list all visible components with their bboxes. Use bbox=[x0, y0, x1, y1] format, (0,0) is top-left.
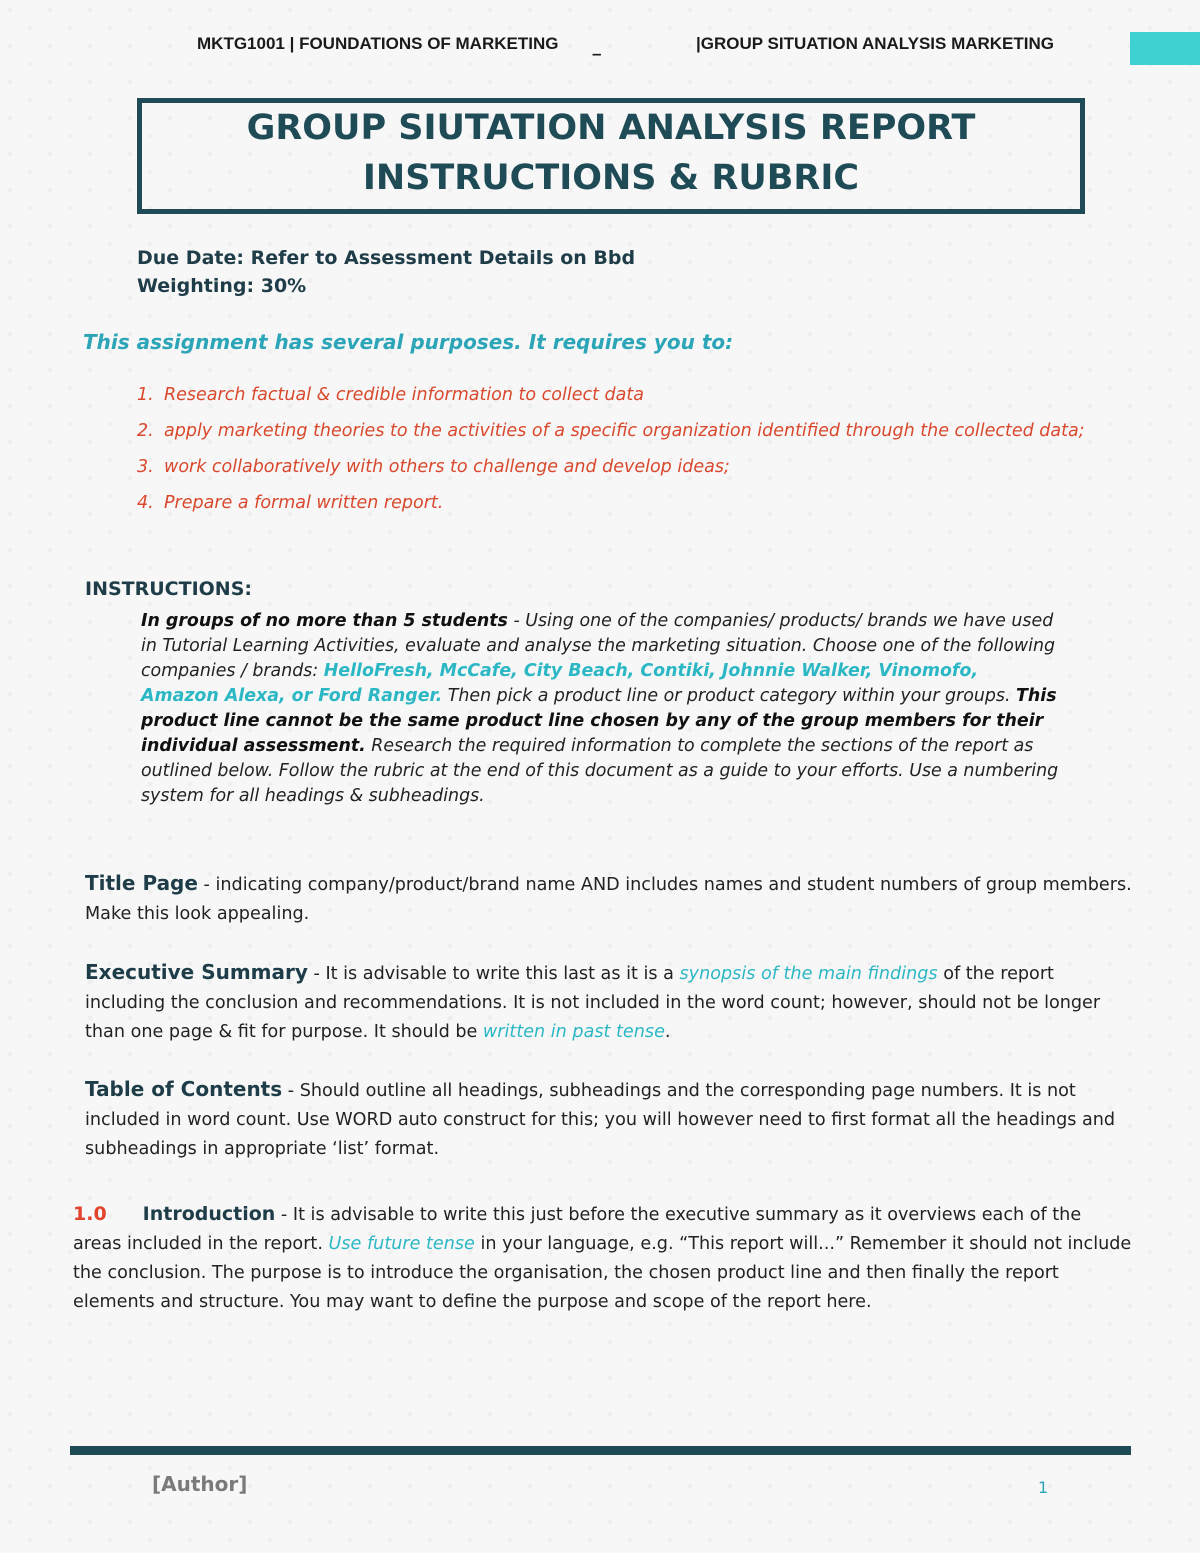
section-heading: Title Page bbox=[85, 871, 198, 895]
header-accent-bar bbox=[1130, 32, 1200, 65]
section-executive-summary: Executive Summary - It is advisable to write this last as it is a synopsis of the main findings of the report including the conclusion and recommendations. It is not included in the word count; however, should not be longer than one page & fit for purpose. It should be written in past tense. bbox=[85, 960, 1101, 1042]
header-course: MKTG1001 | FOUNDATIONS OF MARKETING bbox=[197, 34, 559, 53]
section-heading: Table of Contents bbox=[85, 1077, 283, 1101]
footer-author: [Author] bbox=[152, 1472, 248, 1496]
purpose-heading: This assignment has several purposes. It requires you to: bbox=[83, 330, 734, 354]
page-number: 1 bbox=[1038, 1478, 1049, 1497]
section-heading: Executive Summary bbox=[85, 960, 308, 984]
list-item: 3. work collaboratively with others to challenge and develop ideas; bbox=[137, 457, 730, 477]
instructions-heading: INSTRUCTIONS: bbox=[85, 578, 252, 600]
list-item: 1. Research factual & credible information to collect data bbox=[137, 385, 644, 405]
instructions-body: In groups of no more than 5 students - Using one of the companies/ products/ brands we have used in Tutorial Learning Activities, evaluate and analyse the marketing situation. Choose one of the following companies / brands: HelloFresh, McCafe, City Beach, Contiki, Johnnie Walker, Vinomofo, Amazon Alexa, or Ford Ranger. Then pick a product line or product category within your groups. This product line cannot be the same product line chosen by any of the group members for their individual assessment. Research the required information to complete the sections of the report as outlined below. Follow the rubric at the end of this document as a guide to your efforts. Use a numbering system for all headings & subheadings. bbox=[141, 611, 1059, 806]
weighting: Weighting: 30% bbox=[137, 275, 307, 297]
footer-rule bbox=[70, 1446, 1131, 1455]
section-introduction: 1.0 Introduction - It is advisable to write this just before the executive summary as it overviews each of the areas included in the report. Use future tense in your language, e.g. “This report will...” Remember it should not include the conclusion. The purpose is to introduce the organisation, the chosen product line and then finally the report elements and structure. You may want to define the purpose and scope of the report here. bbox=[73, 1203, 1132, 1312]
header-dash: – bbox=[592, 44, 602, 63]
section-title-page: Title Page - indicating company/product/brand name AND includes names and student numbers of group members. Make this look appealing. bbox=[85, 871, 1132, 924]
assessment-meta bbox=[137, 244, 635, 300]
title-box bbox=[137, 98, 1085, 214]
list-item: 2. apply marketing theories to the activities of a specific organization identified through the collected data; bbox=[137, 421, 1085, 441]
section-number: 1.0 bbox=[73, 1203, 107, 1225]
header-doc-title: |GROUP SITUATION ANALYSIS MARKETING bbox=[696, 34, 1055, 53]
section-table-of-contents: Table of Contents - Should outline all headings, subheadings and the corresponding page numbers. It is not included in word count. Use WORD auto construct for this; you will however need to first format all the headings and subheadings in appropriate ‘list’ format. bbox=[85, 1077, 1116, 1159]
title-line-2: INSTRUCTIONS & RUBRIC bbox=[362, 158, 860, 198]
page-header bbox=[0, 34, 1200, 63]
goals-list bbox=[137, 384, 1117, 528]
title-line-1: GROUP SIUTATION ANALYSIS REPORT bbox=[246, 108, 976, 148]
list-item: 4. Prepare a formal written report. bbox=[137, 493, 444, 513]
due-date: Due Date: Refer to Assessment Details on Bbd bbox=[137, 247, 636, 269]
brand-list: HelloFresh, McCafe, City Beach, Contiki, Johnnie Walker, Vinomofo, Amazon Alexa, or Ford Ranger. bbox=[141, 661, 979, 706]
section-heading: Introduction bbox=[142, 1203, 276, 1225]
